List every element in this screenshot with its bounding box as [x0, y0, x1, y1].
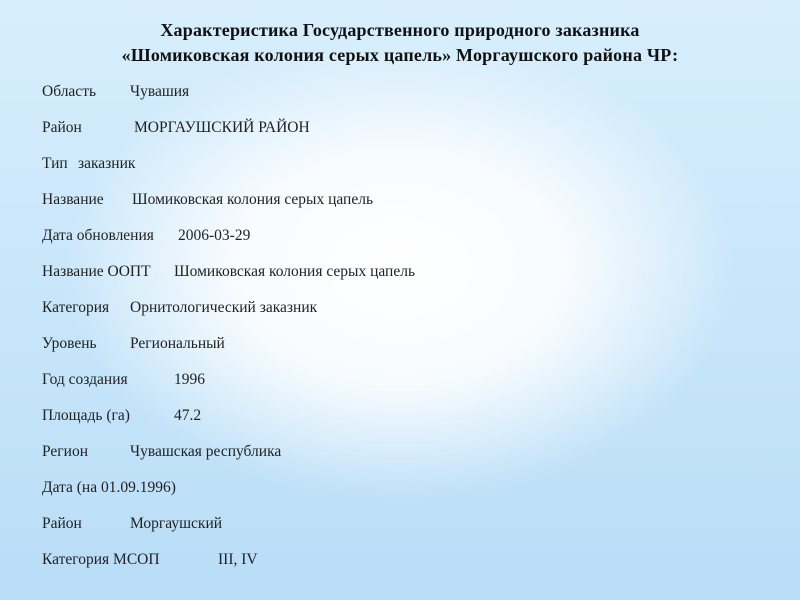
field-label: Тип: [42, 155, 68, 172]
field-row-rayon-2: [42, 515, 223, 533]
field-row-kategoriya: [42, 299, 318, 317]
field-value: Региональный: [130, 335, 225, 352]
field-label: Регион: [42, 443, 88, 460]
field-row-region: [42, 443, 282, 461]
field-value: Моргаушский: [130, 515, 223, 532]
field-label: Район: [42, 119, 82, 136]
field-row-rayon: [42, 119, 310, 137]
field-value: 2006-03-29: [178, 227, 251, 244]
field-value: Чувашия: [130, 83, 190, 100]
field-label: Уровень: [42, 335, 97, 352]
field-value: Орнитологический заказник: [130, 299, 318, 316]
field-row-data: [42, 479, 176, 497]
slide-title-line-2: «Шомиковская колония серых цапель» Моргаушского района ЧР:: [121, 45, 679, 65]
field-value: Шомиковская колония серых цапель: [174, 263, 416, 280]
slide-title-line-1: Характеристика Государственного природного заказника: [160, 20, 640, 40]
field-label: Категория: [42, 299, 110, 316]
field-label: Год создания: [42, 371, 128, 388]
field-value: МОРГАУШСКИЙ РАЙОН: [134, 119, 310, 136]
field-label: Категория МСОП: [42, 551, 160, 568]
field-row-god-sozdaniya: [42, 371, 205, 389]
field-label: Область: [42, 83, 97, 100]
field-value: 1996: [174, 371, 205, 388]
field-row-data-obnovleniya: [42, 227, 251, 245]
field-row-ploshchad: [42, 407, 202, 425]
field-row-kategoriya-msop: [42, 551, 258, 569]
field-label: Дата обновления: [42, 227, 154, 244]
field-value: Чувашская республика: [130, 443, 282, 460]
field-row-tip: [42, 155, 136, 173]
field-label: Район: [42, 515, 82, 532]
field-value: Шомиковская колония серых цапель: [132, 191, 374, 208]
field-label: Название ООПТ: [42, 263, 151, 280]
field-row-uroven: [42, 335, 225, 353]
field-value: III, IV: [218, 551, 258, 568]
field-label: Название: [42, 191, 104, 208]
field-value: 47.2: [174, 407, 202, 424]
field-label: Дата (на 01.09.1996): [42, 479, 176, 496]
field-row-nazvanie: [42, 191, 374, 209]
field-row-nazvanie-oopt: [42, 263, 416, 281]
field-value: заказник: [78, 155, 136, 172]
field-label: Площадь (га): [42, 407, 130, 424]
field-row-oblast: [42, 83, 190, 101]
